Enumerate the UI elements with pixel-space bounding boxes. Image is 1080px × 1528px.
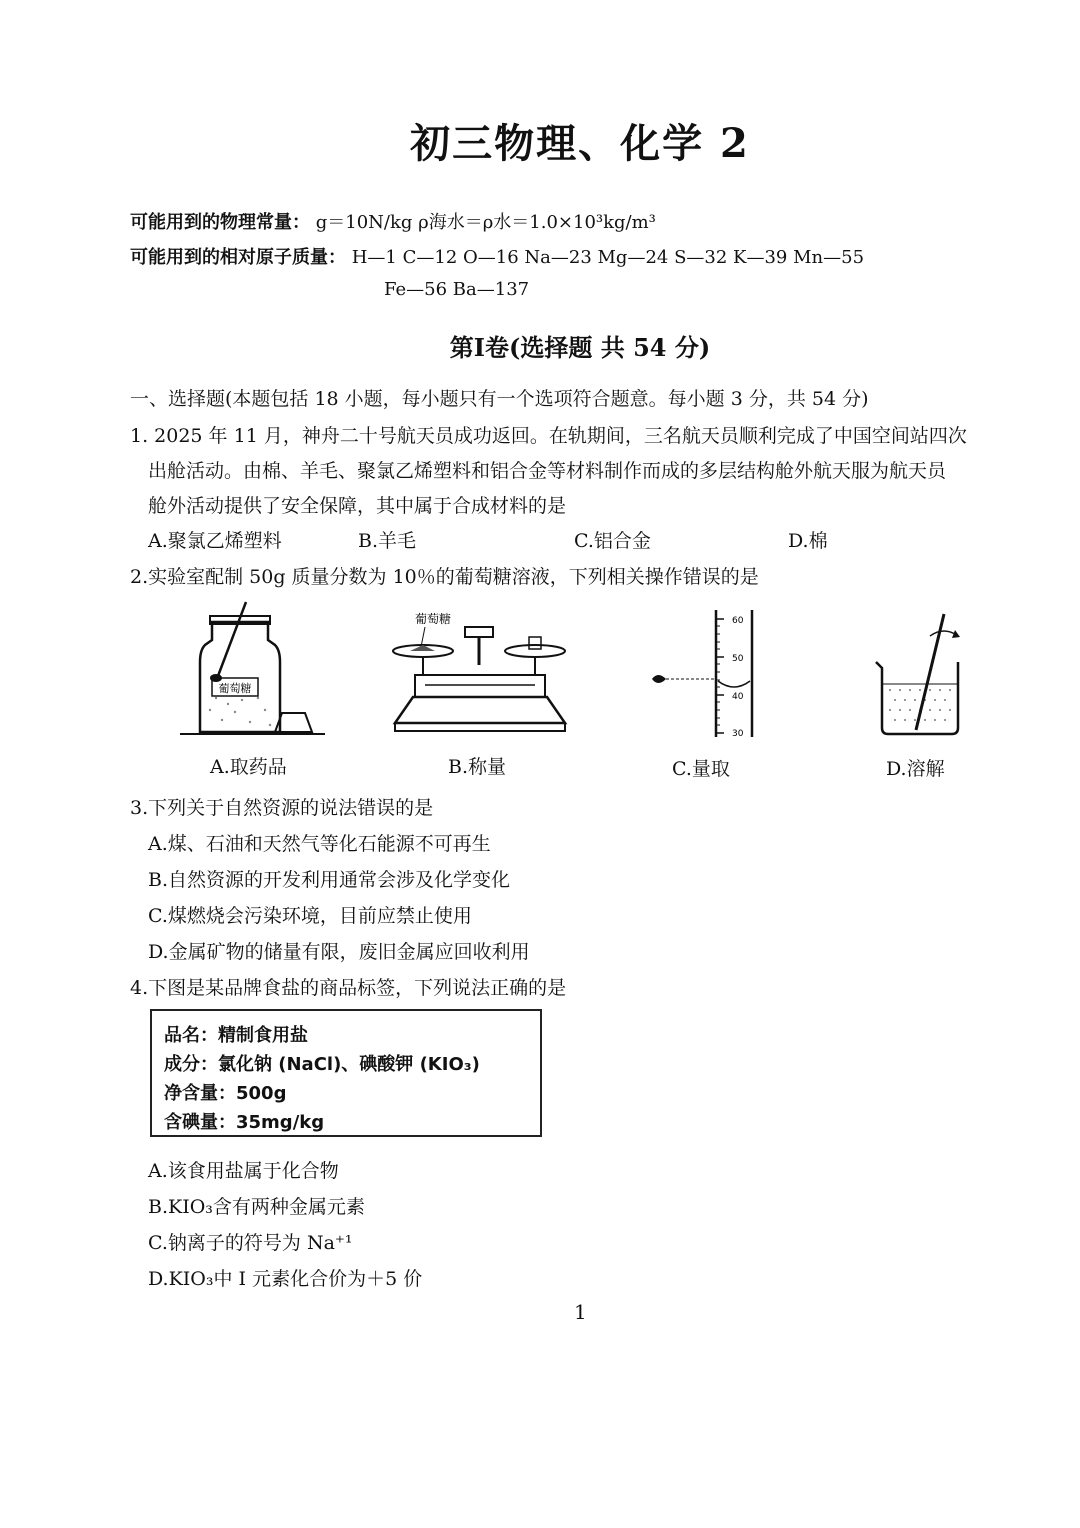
q3-option-d: D.金属矿物的储量有限，废旧金属应回收利用 — [148, 941, 530, 963]
eye-icon — [652, 675, 666, 683]
q1-stem-line1: 1. 2025 年 11 月，神舟二十号航天员成功返回。在轨期间，三名航天员顺利完成了中国空间站四次 — [130, 425, 967, 447]
q4-option-d: D.KIO₃中 I 元素化合价为＋5 价 — [148, 1268, 423, 1290]
q2-stem: 2.实验室配制 50g 质量分数为 10％的葡萄糖溶液，下列相关操作错误的是 — [130, 566, 759, 588]
bottle-label: 葡萄糖 — [218, 682, 252, 695]
cyl-tick-60: 60 — [732, 616, 744, 626]
q4-option-c: C.钠离子的符号为 Na⁺¹ — [148, 1232, 353, 1254]
q4-stem: 4.下图是某品牌食盐的商品标签，下列说法正确的是 — [130, 977, 567, 999]
atomic-masses-line2: Fe—56 Ba—137 — [384, 279, 530, 300]
balance-label: 葡萄糖 — [415, 612, 452, 626]
q2-figure-label-c: C.量取 — [672, 758, 730, 780]
q2-figure-label-a: A.取药品 — [210, 756, 287, 778]
q2-figure-label-b: B.称量 — [448, 756, 507, 778]
salt-label-line2: 成分：氯化钠 (NaCl)、碘酸钾 (KIO₃) — [164, 1054, 480, 1075]
salt-label-line1: 品名：精制食用盐 — [164, 1025, 308, 1046]
q3-option-c: C.煤燃烧会污染环境，目前应禁止使用 — [148, 905, 472, 927]
figure-b-weighing — [385, 605, 575, 740]
salt-label-line3: 净含量：500g — [164, 1083, 287, 1104]
figure-d-dissolving — [868, 610, 978, 740]
part-heading: 一、选择题(本题包括 18 小题，每小题只有一个选项符合题意。每小题 3 分，共 54 分) — [130, 388, 869, 410]
q1-option-c: C.铝合金 — [574, 530, 651, 552]
salt-label-line4: 含碘量：35mg/kg — [164, 1112, 325, 1133]
q4-option-b: B.KIO₃含有两种金属元素 — [148, 1196, 365, 1218]
physics-constants-value: g＝10N/kg ρ海水＝ρ水＝1.0×10³kg/m³ — [315, 212, 656, 233]
section-title: 第Ⅰ卷(选择题 共 54 分) — [449, 333, 711, 362]
q1-stem-line2: 出舱活动。由棉、羊毛、聚氯乙烯塑料和铝合金等材料制作而成的多层结构舱外航天服为航天员 — [148, 460, 947, 482]
physics-constants-label: 可能用到的物理常量： — [130, 212, 310, 233]
q2-figure-label-d: D.溶解 — [886, 758, 945, 780]
cyl-tick-40: 40 — [732, 692, 744, 702]
physics-constants — [130, 208, 656, 234]
q1-option-b: B.羊毛 — [358, 530, 417, 552]
q1-option-a: A.聚氯乙烯塑料 — [148, 530, 282, 552]
exam-title: 初三物理、化学 2 — [410, 120, 750, 167]
cyl-tick-30: 30 — [732, 729, 744, 739]
figure-a-take-reagent — [180, 600, 330, 745]
q1-option-d: D.棉 — [788, 530, 828, 552]
cyl-tick-50: 50 — [732, 654, 744, 664]
q3-option-b: B.自然资源的开发利用通常会涉及化学变化 — [148, 869, 511, 891]
q4-option-a: A.该食用盐属于化合物 — [148, 1160, 339, 1182]
atomic-masses-line1: H—1 C—12 O—16 Na—23 Mg—24 S—32 K—39 Mn—55 — [351, 247, 865, 268]
atomic-masses — [130, 243, 864, 269]
q1-stem-line3: 舱外活动提供了安全保障，其中属于合成材料的是 — [148, 495, 567, 517]
figure-c-measuring — [648, 605, 768, 745]
q3-option-a: A.煤、石油和天然气等化石能源不可再生 — [148, 833, 491, 855]
salt-product-label — [150, 1009, 542, 1137]
page-number: 1 — [574, 1300, 587, 1324]
q3-stem: 3.下列关于自然资源的说法错误的是 — [130, 797, 434, 819]
atomic-masses-label: 可能用到的相对原子质量： — [130, 247, 346, 268]
